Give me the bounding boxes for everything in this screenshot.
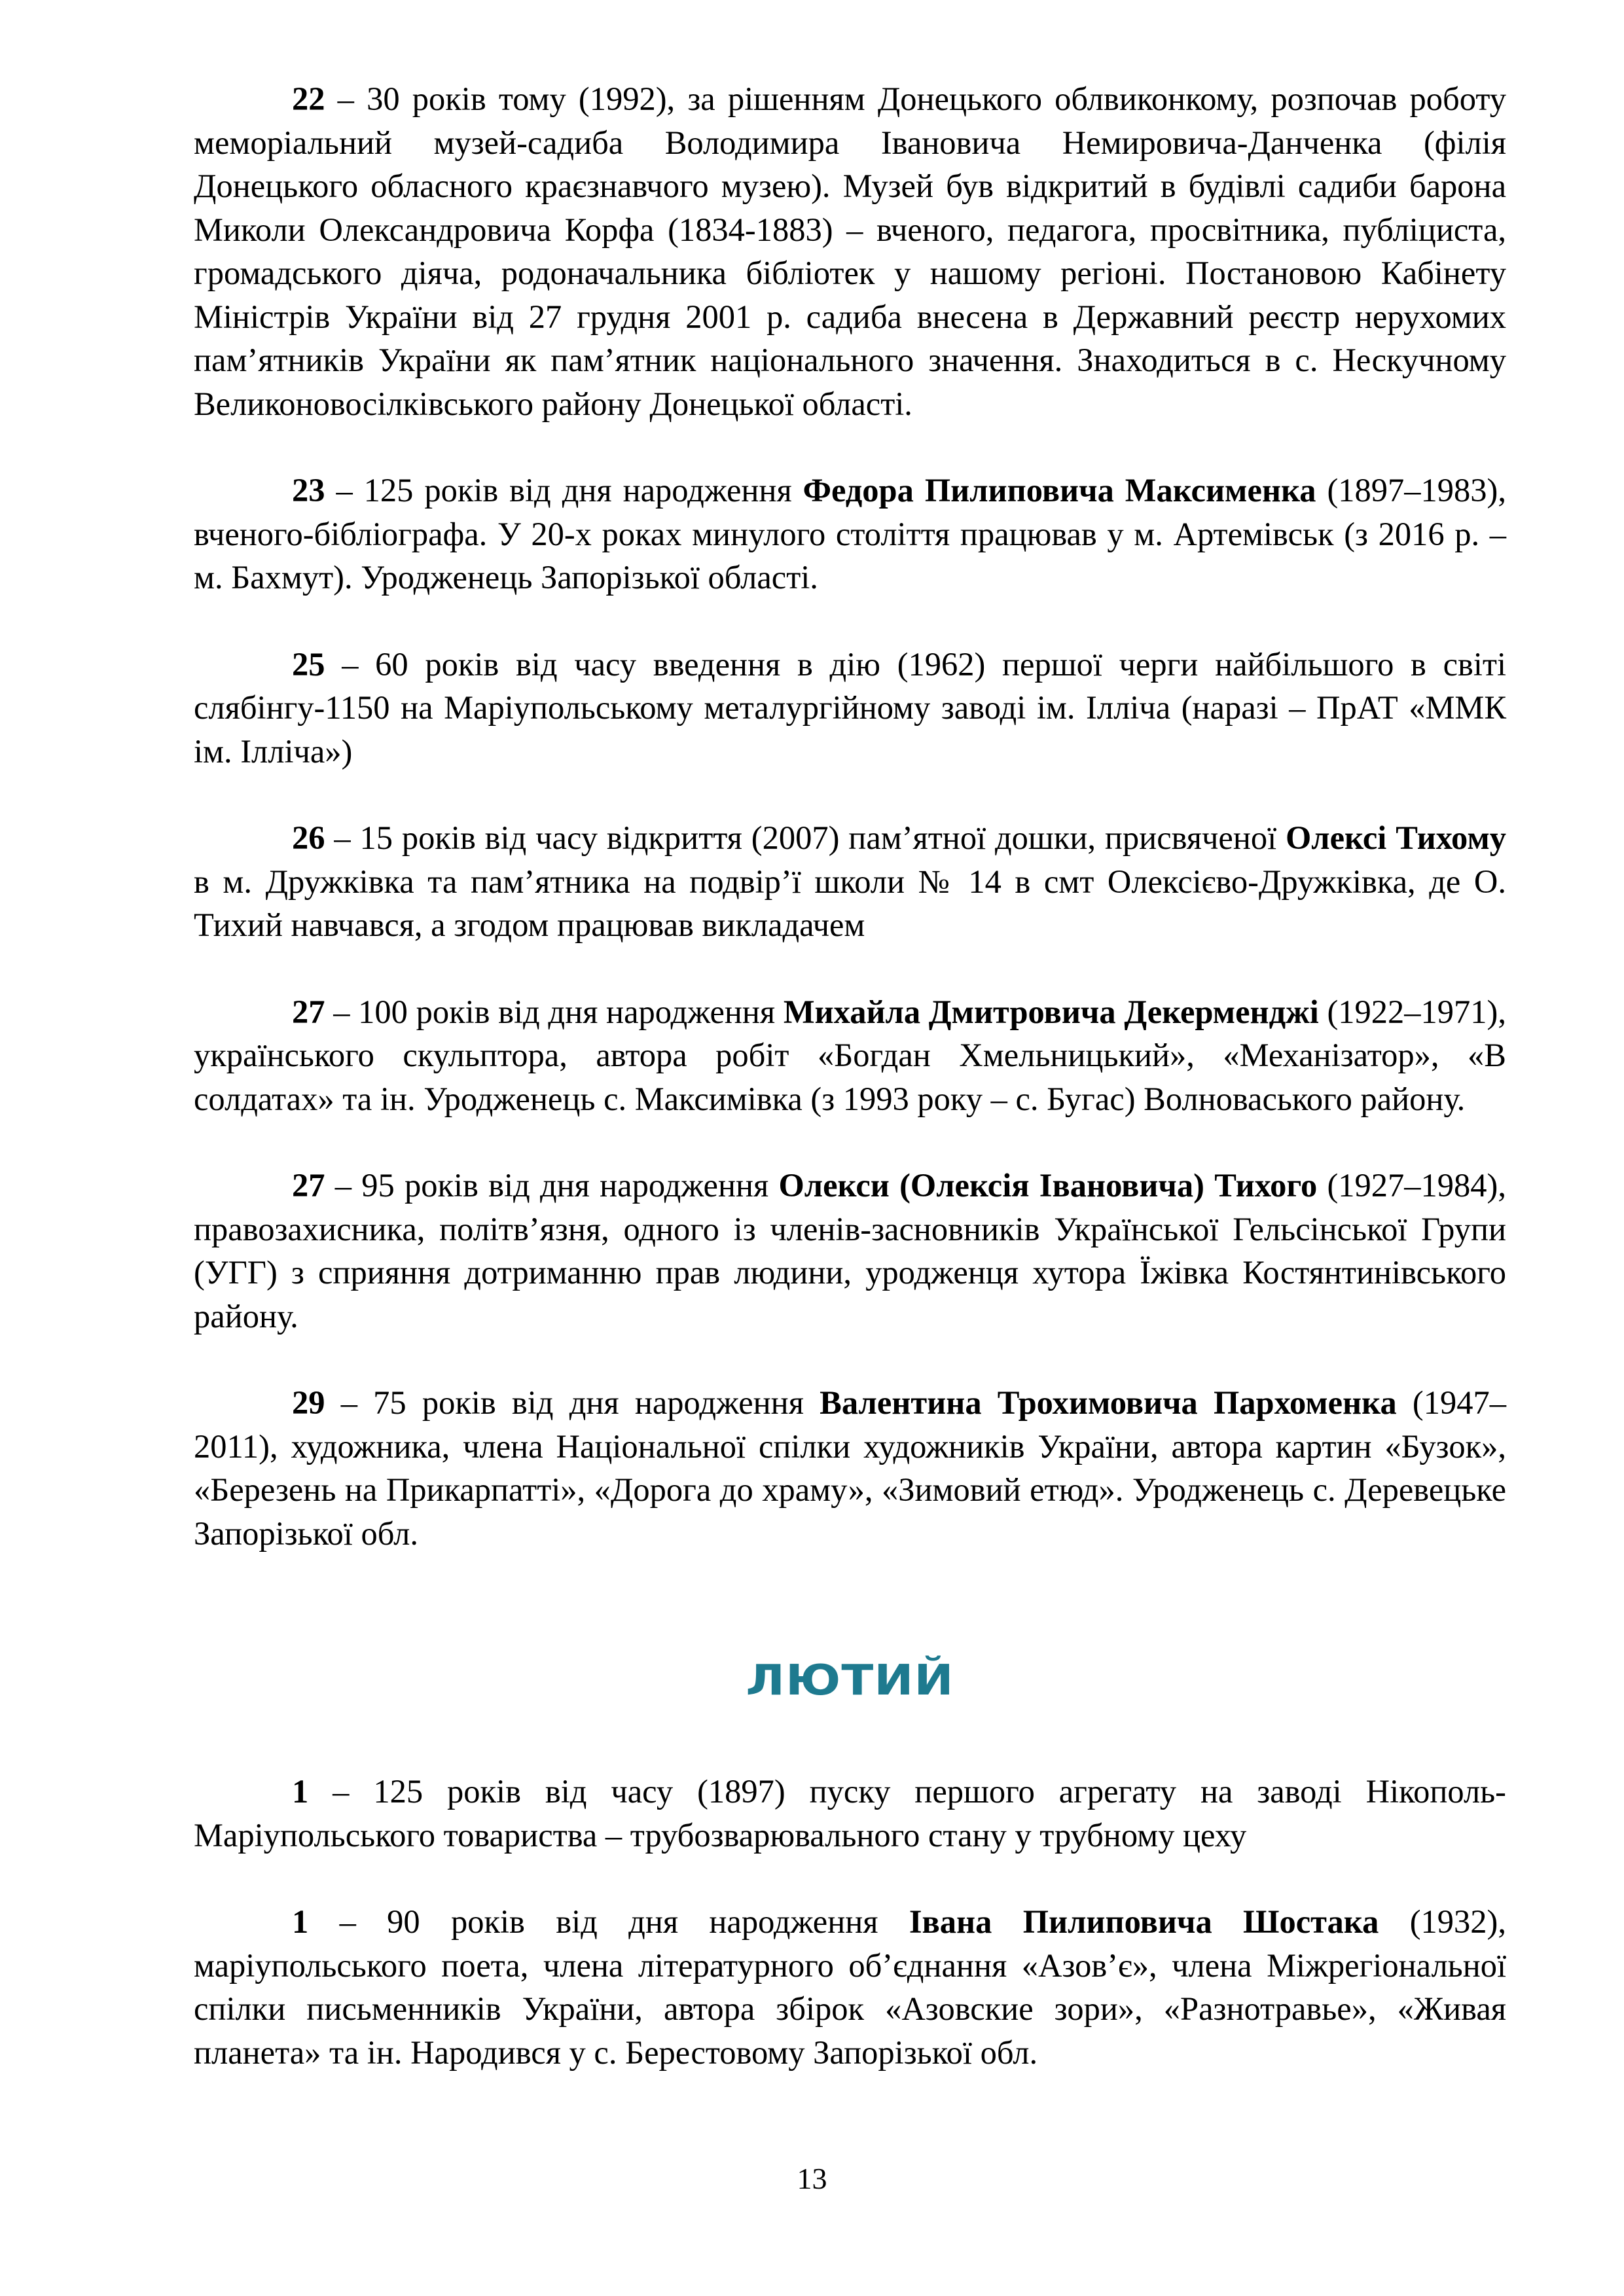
entry-text: – 30 років тому (1992), за рішенням Донецького облвиконкому, розпочав роботу меморіальний музей-садиба Володимира Івановича Немировича-Данченка (філія Донецького обласного краєзнавчого музею). Музей був відкритий в будівлі садиби барона Миколи Олександровича Корфа (1834-1883) – вченого, педагога, просвітника, публіциста, громадського діяча, родоначальника бібліотек у нашому регіоні. Постановою Кабінету Міністрів України від 27 грудня 2001 р. садиба внесена в Державний реєстр нерухомих пам’ятників України як пам’ятник національного значення. Знаходиться в с. Нескучному Великоновосілківського району Донецької області. xyxy=(194,81,1506,422)
entry-text: – 100 років від дня народження xyxy=(325,993,784,1030)
entry-day: 1 xyxy=(292,1773,309,1810)
entry-text: – 90 років від дня народження xyxy=(308,1903,909,1940)
entry-person-name: Михайла Дмитровича Декерменджі xyxy=(783,993,1319,1030)
page-number: 13 xyxy=(797,2162,827,2195)
anniversary-entry xyxy=(194,1164,1506,1338)
entry-day: 23 xyxy=(292,472,325,509)
entry-day: 22 xyxy=(292,81,325,117)
february-entries xyxy=(194,1770,1506,2074)
anniversary-entry xyxy=(194,990,1506,1121)
entry-person-name: Олексі Тихому xyxy=(1286,819,1506,856)
entry-text: (1897–1983), вченого-бібліографа. У 20-х роках минулого століття працював у м. Артемівськ (з 2016 р. – м. Бахмут). Уродженець Запорізької області. xyxy=(194,472,1506,596)
entry-text: – 125 років від дня народження xyxy=(325,472,803,509)
month-heading: ЛЮТИЙ xyxy=(746,1657,954,1705)
anniversary-entry xyxy=(194,77,1506,425)
entry-text: – 95 років від дня народження xyxy=(325,1167,779,1204)
entry-day: 27 xyxy=(292,993,325,1030)
entry-text: – 60 років від часу введення в дію (1962) першої черги найбільшого в світі слябінгу-1150 на Маріупольському металургійному заводі ім. Ілліча (наразі – ПрАТ «ММК ім. Ілліча») xyxy=(194,645,1506,770)
entry-person-name: Федора Пилиповича Максименка xyxy=(803,472,1316,509)
entry-day: 1 xyxy=(292,1903,309,1940)
entry-person-name: Валентина Трохимовича Пархоменка xyxy=(820,1384,1397,1421)
entry-day: 25 xyxy=(292,645,325,683)
entry-text: – 75 років від дня народження xyxy=(325,1384,820,1421)
entry-person-name: Олекси (Олексія Івановича) Тихого xyxy=(778,1167,1318,1204)
entry-text: (1927–1984), правозахисника, політв’язня, одного із членів-засновників Української Гельсінської Групи (УГГ) з сприяння дотриманню прав людини, уродженця хутора Їжівка Костянтинівського району. xyxy=(194,1167,1507,1335)
entry-day: 27 xyxy=(292,1167,325,1204)
entry-text: (1922–1971), українського скульптора, автора робіт «Богдан Хмельницький», «Механізатор», «В солдатах» та ін. Уродженець с. Максимівка (з 1993 року – с. Бугас) Волноваського району. xyxy=(194,993,1506,1117)
anniversary-entry xyxy=(194,469,1506,600)
document-page xyxy=(194,77,1506,2074)
anniversary-entry xyxy=(194,1770,1506,1857)
entry-text: (1947–2011), художника, члена Національної спілки художників України, автора картин «Бузок», «Березень на Прикарпатті», «Дорога до храму», «Зимовий етюд». Уродженець с. Деревецьке Запорізької обл. xyxy=(194,1384,1506,1552)
january-entries xyxy=(194,77,1506,1555)
entry-text: – 15 років від часу відкриття (2007) пам’ятної дошки, присвяченої xyxy=(325,819,1286,856)
entry-text: (1932), маріупольського поета, члена літературного об’єднання «Азов’є», члена Міжрегіональної спілки письменників України, автора збірок «Азовские зори», «Разнотравье», «Живая планета» та ін. Народився у с. Берестовому Запорізької обл. xyxy=(194,1903,1506,2071)
entry-person-name: Івана Пилиповича Шостака xyxy=(909,1903,1379,1940)
anniversary-entry xyxy=(194,816,1506,947)
entry-day: 29 xyxy=(292,1384,325,1421)
entry-text: в м. Дружківка та пам’ятника на подвір’ї школи № 14 в смт Олексієво-Дружківка, де О. Тихий навчався, а згодом працював викладачем xyxy=(194,863,1506,943)
anniversary-entry xyxy=(194,1900,1506,2074)
anniversary-entry xyxy=(194,1381,1506,1555)
entry-day: 26 xyxy=(292,819,325,856)
anniversary-entry xyxy=(194,643,1506,774)
entry-text: – 125 років від часу (1897) пуску першого агрегату на заводі Нікополь-Маріупольського товариства – трубозварювального стану у трубному цеху xyxy=(194,1773,1506,1854)
